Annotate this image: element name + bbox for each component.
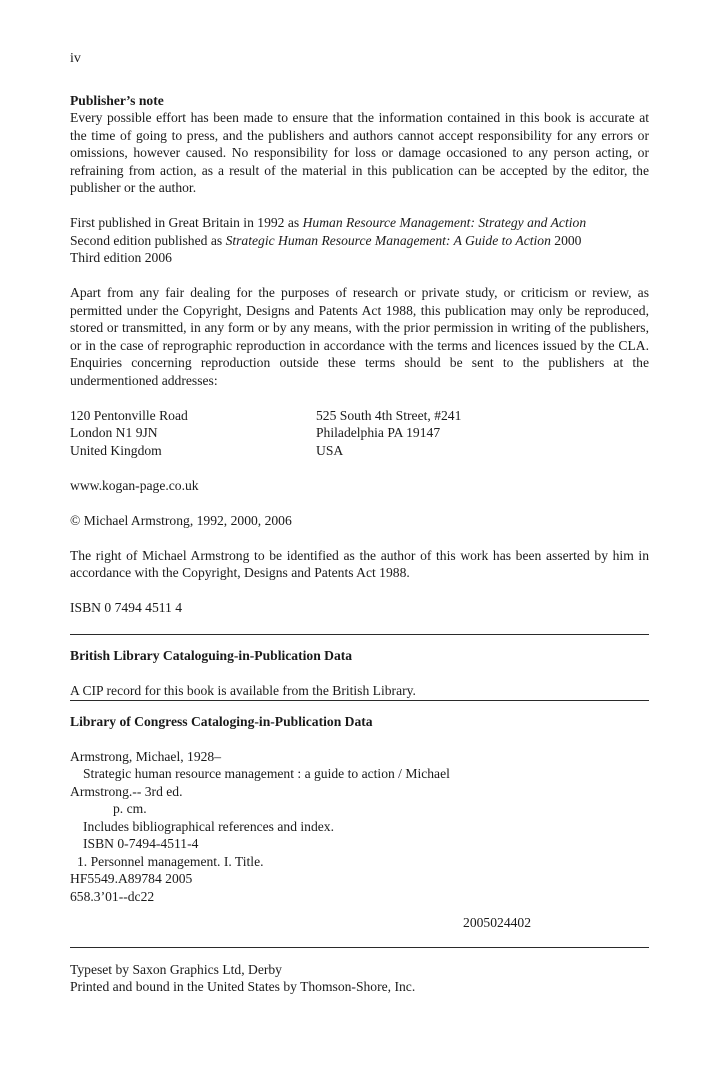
typeset-credit: Typeset by Saxon Graphics Ltd, Derby (70, 961, 282, 977)
second-edition-line (70, 232, 649, 250)
second-edition-year: 2000 (550, 232, 582, 248)
publisher-addresses (70, 407, 649, 460)
page-number: iv (70, 51, 81, 66)
printed-credit: Printed and bound in the United States by Thomson-Shore, Inc. (70, 979, 416, 994)
library-of-congress-cip (70, 701, 649, 932)
uk-address-line: 120 Pentonville Road (70, 407, 188, 423)
third-edition-line: Third edition 2006 (70, 250, 172, 265)
publishers-note-section (70, 92, 649, 197)
uk-address-line: United Kingdom (70, 442, 162, 458)
us-address (316, 407, 562, 460)
cip-line: Armstrong.-- 3rd ed. (70, 783, 183, 799)
publishers-note-heading: Publisher’s note (70, 92, 164, 108)
first-edition-title: Human Resource Management: Strategy and Action (302, 215, 587, 230)
second-edition-prefix: Second edition published as (70, 232, 226, 248)
uk-address-line: London N1 9JN (70, 425, 158, 440)
british-library-text: A CIP record for this book is available from the British Library. (70, 683, 416, 698)
copyright-line: © Michael Armstrong, 1992, 2000, 2006 (70, 512, 292, 528)
us-address-line: 525 South 4th Street, #241 (316, 407, 462, 423)
edition-history (70, 214, 649, 267)
cip-line: p. cm. (113, 801, 147, 816)
production-credits (70, 948, 649, 996)
cip-line: HF5549.A89784 2005 (70, 871, 193, 886)
first-edition-line (70, 214, 649, 232)
publisher-website: www.kogan-page.co.uk (70, 477, 199, 493)
british-library-heading: British Library Cataloguing-in-Publication Data (70, 648, 353, 663)
copyright-page (70, 50, 649, 996)
british-library-cip (70, 635, 649, 700)
uk-address (70, 407, 316, 460)
cip-line: Includes bibliographical references and index. (83, 818, 334, 834)
us-address-line: Philadelphia PA 19147 (316, 425, 441, 440)
cip-line: Strategic human resource management : a guide to action / Michael (83, 766, 450, 781)
cip-line: 1. Personnel management. I. Title. (77, 853, 264, 869)
us-address-line: USA (316, 442, 344, 458)
second-edition-title: Strategic Human Resource Management: A Guide to Action (225, 232, 551, 248)
publishers-note-body: Every possible effort has been made to ensure that the information contained in this book is accurate at the time of going to press, and the publishers and authors cannot accept responsibility for any errors or omissions, however caused. No responsibility for loss or damage occasioned to any person acting, or refraining from action, as a result of the material in this publication can be accepted by the editor, the publisher or the author. (70, 110, 649, 195)
cip-line: Armstrong, Michael, 1928– (70, 748, 222, 764)
library-of-congress-heading: Library of Congress Cataloging-in-Publication Data (70, 713, 373, 729)
cip-line: 658.3’01--dc22 (70, 888, 155, 904)
isbn: ISBN 0 7494 4511 4 (70, 600, 183, 615)
cip-line: ISBN 0-7494-4511-4 (83, 836, 199, 851)
lccn-number: 2005024402 (463, 915, 531, 930)
first-edition-prefix: First published in Great Britain in 1992 as (70, 215, 303, 230)
copyright-notice: Apart from any fair dealing for the purposes of research or private study, or criticism or review, as permitted under the Copyright, Designs and Patents Act 1988, this publication may only be reproduced, stored or transmitted, in any form or by any means, with the prior permission in writing of the publishers, or in the case of reprographic reproduction in accordance with the terms and licences issued by the CLA. Enquiries concerning reproduction outside these terms should be sent to the publishers at the undermentioned addresses: (70, 285, 649, 388)
moral-rights-statement: The right of Michael Armstrong to be identified as the author of this work has been asserted by him in accordance with the Copyright, Designs and Patents Act 1988. (70, 547, 649, 580)
